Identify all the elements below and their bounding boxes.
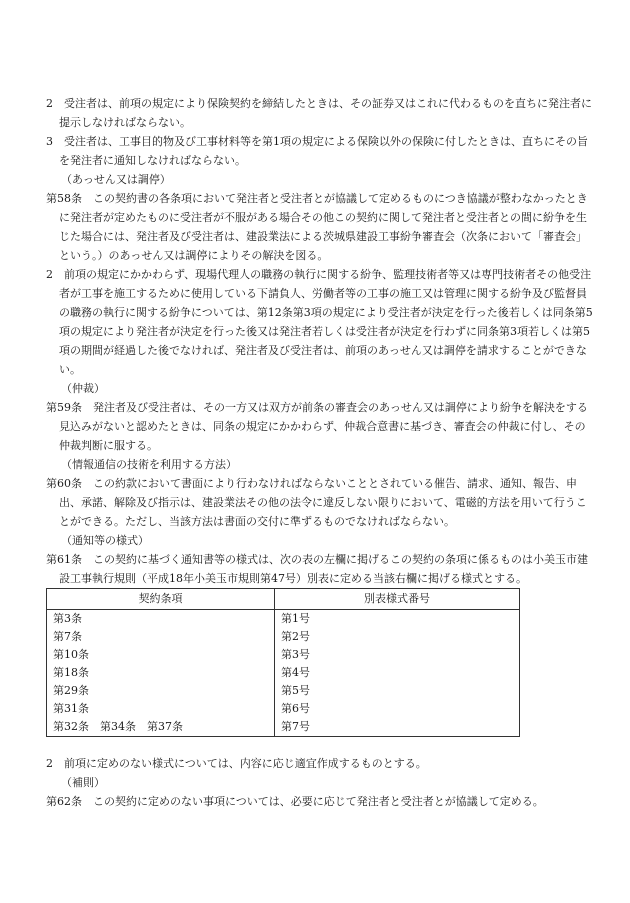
- table-header-clause: 契約条項: [47, 589, 275, 610]
- article-59-paragraph-1: 第59条 発注者及び受注者は、その一方又は双方が前条の審査会のあっせん又は調停により紛争を解決をする見込みがないと認めたときは、同条の規定にかかわらず、仲裁合意書に基づき、審査会の仲裁に付し、その仲裁判断に服する。: [46, 401, 588, 452]
- table-cell-clause: 第32条 第34条 第37条: [47, 718, 275, 737]
- article-60-paragraph-1: 第60条 この約款において書面により行わなければならないこととされている催告、請求、通知、報告、申出、承諾、解除及び指示は、建設業法その他の法令に違反しない限りにおいて、電磁的方法を用いて行うことができる。ただし、当該方法は書面の交付に準ずるものでなければならない。: [46, 477, 587, 528]
- article-61-paragraph-1: 第61条 この契約に基づく通知書等の様式は、次の表の左欄に掲げるこの契約の条項に係るものは小美玉市建設工事執行規則（平成18年小美玉市規則第47号）別表に定める当該右欄に掲げる様式とする。: [46, 553, 588, 585]
- paragraph-insurance-2: 2 受注者は、前項の規定により保険契約を締結したときは、その証券又はこれに代わるものを直ちに発注者に提示しなければならない。: [46, 97, 592, 129]
- table-cell-form-number: 第1号: [275, 610, 520, 629]
- table-row: [47, 610, 520, 629]
- article-61-caption: （通知等の様式）: [61, 534, 149, 547]
- table-row: [47, 700, 520, 718]
- table-cell-clause: 第7条: [47, 628, 275, 646]
- article-59-caption: （仲裁）: [61, 382, 105, 395]
- article-62-caption: （補則）: [61, 776, 105, 789]
- spacer: [46, 737, 594, 754]
- article-62-paragraph-1: 第62条 この契約に定めのない事項については、必要に応じて発注者と受注者とが協議して定める。: [46, 795, 544, 808]
- table-cell-clause: 第10条: [47, 646, 275, 664]
- table-header-form-number: 別表様式番号: [275, 589, 520, 610]
- table-cell-clause: 第3条: [47, 610, 275, 629]
- table-cell-form-number: 第5号: [275, 682, 520, 700]
- table-cell-form-number: 第2号: [275, 628, 520, 646]
- forms-table: [46, 588, 520, 737]
- table-cell-clause: 第31条: [47, 700, 275, 718]
- document-page: [46, 94, 594, 811]
- table-header-row: [47, 589, 520, 610]
- table-cell-clause: 第18条: [47, 664, 275, 682]
- table-row: [47, 628, 520, 646]
- article-61-paragraph-2: 2 前項に定めのない様式については、内容に応じ適宜作成するものとする。: [46, 757, 427, 770]
- table-cell-clause: 第29条: [47, 682, 275, 700]
- article-58-caption: （あっせん又は調停）: [61, 173, 171, 186]
- table-row: [47, 646, 520, 664]
- table-cell-form-number: 第4号: [275, 664, 520, 682]
- table-row: [47, 664, 520, 682]
- table-cell-form-number: 第7号: [275, 718, 520, 737]
- table-cell-form-number: 第3号: [275, 646, 520, 664]
- article-58-paragraph-1: 第58条 この契約書の各条項において発注者と受注者とが協議して定めるものにつき協議が整わなかったときに発注者が定めたものに受注者が不服がある場合その他この契約に関して発注者と受注者との間に紛争を生じた場合には、発注者及び受注者は、建設業法による茨城県建設工事紛争審査会（次条において「審査会」という。）のあっせん又は調停によりその解決を図る。: [46, 192, 588, 262]
- table-row: [47, 718, 520, 737]
- paragraph-insurance-3: 3 受注者は、工事目的物及び工事材料等を第1項の規定による保険以外の保険に付したときは、直ちにその旨を発注者に通知しなければならない。: [46, 135, 588, 167]
- article-60-caption: （情報通信の技術を利用する方法）: [61, 458, 237, 471]
- table-row: [47, 682, 520, 700]
- article-58-paragraph-2: 2 前項の規定にかかわらず、現場代理人の職務の執行に関する紛争、監理技術者等又は専門技術者その他受注者が工事を施工するために使用している下請負人、労働者等の工事の施工又は管理に関する紛争及び監督員の職務の執行に関する紛争については、第12条第3項の規定により受注者が決定を行った後若しくは同条第5項の規定により発注者が決定を行った後又は発注者若しくは受注者が決定を行わずに同条第3項若しくは第5項の期間が経過した後でなければ、発注者及び受注者は、前項のあっせん又は調停を請求することができない。: [46, 268, 593, 376]
- table-cell-form-number: 第6号: [275, 700, 520, 718]
